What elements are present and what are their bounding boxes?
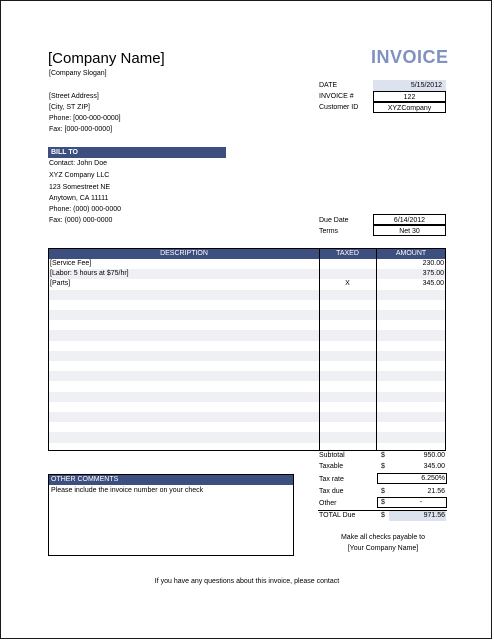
column-divider bbox=[319, 249, 320, 450]
taxable-label: Taxable bbox=[319, 463, 344, 470]
table-row[interactable] bbox=[49, 290, 445, 300]
table-row[interactable] bbox=[49, 381, 445, 391]
invoice-title: INVOICE bbox=[371, 47, 449, 67]
invoice-number-label: INVOICE # bbox=[319, 93, 354, 100]
table-row[interactable] bbox=[49, 341, 445, 351]
invoice-number-value[interactable]: 122 bbox=[373, 91, 446, 102]
table-row[interactable] bbox=[49, 300, 445, 310]
other-value: - bbox=[419, 499, 423, 506]
company-city: [City, ST ZIP] bbox=[49, 104, 90, 111]
tax-rate-value: 6.250% bbox=[421, 475, 445, 482]
table-row[interactable] bbox=[49, 432, 445, 442]
bill-to-phone: Phone: (000) 000-0000 bbox=[49, 206, 121, 213]
table-row[interactable] bbox=[49, 320, 445, 330]
table-row[interactable] bbox=[49, 422, 445, 432]
bill-to-fax: Fax: (000) 000-0000 bbox=[49, 217, 113, 224]
company-name: [Company Name] bbox=[48, 50, 165, 67]
other-comments-text: Please include the invoice number on your check bbox=[51, 487, 204, 494]
other-comments-box[interactable] bbox=[48, 474, 294, 556]
subtotal-currency: $ bbox=[381, 452, 385, 459]
bill-to-contact: Contact: John Doe bbox=[49, 160, 107, 167]
taxable-currency: $ bbox=[381, 463, 385, 470]
company-phone: Phone: [000-000-0000] bbox=[49, 115, 121, 122]
terms-label: Terms bbox=[319, 228, 339, 235]
table-row[interactable] bbox=[49, 310, 445, 320]
customer-id-value[interactable]: XYZCompany bbox=[373, 102, 446, 113]
company-street: [Street Address] bbox=[49, 93, 99, 100]
footer-contact-text: If you have any questions about this invoice, please contact bbox=[154, 578, 340, 585]
line-items-header bbox=[49, 249, 445, 259]
item-amount: 345.00 bbox=[422, 280, 444, 288]
total-due-currency: $ bbox=[381, 512, 385, 519]
amount-column-header: AMOUNT bbox=[395, 250, 427, 257]
item-description: [Service Fee] bbox=[50, 260, 92, 267]
table-row[interactable] bbox=[49, 269, 445, 279]
item-description: [Labor: 5 hours at $75/hr] bbox=[50, 270, 129, 278]
table-row[interactable] bbox=[49, 351, 445, 361]
bill-to-company: XYZ Company LLC bbox=[49, 172, 110, 179]
due-date-value[interactable]: 6/14/2012 bbox=[373, 214, 446, 225]
bill-to-city: Anytown, CA 11111 bbox=[49, 195, 109, 202]
tax-due-currency: $ bbox=[381, 488, 385, 495]
taxed-column-header: TAXED bbox=[336, 250, 359, 257]
item-amount: 375.00 bbox=[422, 270, 444, 278]
company-fax: Fax: [000-000-0000] bbox=[49, 126, 113, 133]
due-date-label: Due Date bbox=[319, 217, 349, 224]
bill-to-street: 123 Somestreet NE bbox=[49, 184, 111, 191]
terms-value[interactable]: Net 30 bbox=[373, 225, 446, 236]
tax-rate-label: Tax rate bbox=[319, 476, 344, 483]
item-taxed: X bbox=[345, 280, 350, 288]
payable-to-company: [Your Company Name] bbox=[347, 545, 419, 552]
other-comments-header: OTHER COMMENTS bbox=[49, 475, 293, 485]
table-row[interactable] bbox=[49, 279, 445, 289]
tax-due-value: 21.56 bbox=[427, 488, 445, 495]
total-due-label: TOTAL Due bbox=[319, 512, 356, 519]
company-slogan: [Company Slogan] bbox=[49, 70, 107, 77]
item-description: [Parts] bbox=[50, 280, 71, 288]
total-due-value: 971.56 bbox=[423, 512, 445, 519]
subtotal-label: Subtotal bbox=[319, 452, 345, 459]
table-row[interactable] bbox=[49, 361, 445, 371]
payable-to-line: Make all checks payable to bbox=[340, 534, 426, 541]
date-label: DATE bbox=[319, 82, 338, 89]
table-row[interactable] bbox=[49, 330, 445, 340]
bill-to-header: BILL TO bbox=[48, 147, 226, 158]
other-currency: $ bbox=[381, 499, 385, 506]
table-row[interactable] bbox=[49, 259, 445, 269]
taxable-value: 345.00 bbox=[423, 463, 445, 470]
other-label: Other bbox=[319, 500, 337, 507]
tax-due-label: Tax due bbox=[319, 488, 344, 495]
item-amount: 230.00 bbox=[422, 260, 444, 267]
table-row[interactable] bbox=[49, 392, 445, 402]
customer-id-label: Customer ID bbox=[319, 104, 359, 111]
column-divider bbox=[376, 249, 377, 450]
table-row[interactable] bbox=[49, 371, 445, 381]
table-row[interactable] bbox=[49, 412, 445, 422]
table-row[interactable] bbox=[49, 402, 445, 412]
description-column-header: DESCRIPTION bbox=[160, 250, 208, 257]
date-value[interactable]: 5/15/2012 bbox=[373, 80, 446, 91]
subtotal-value: 950.00 bbox=[423, 452, 445, 459]
line-items-table bbox=[48, 248, 446, 451]
